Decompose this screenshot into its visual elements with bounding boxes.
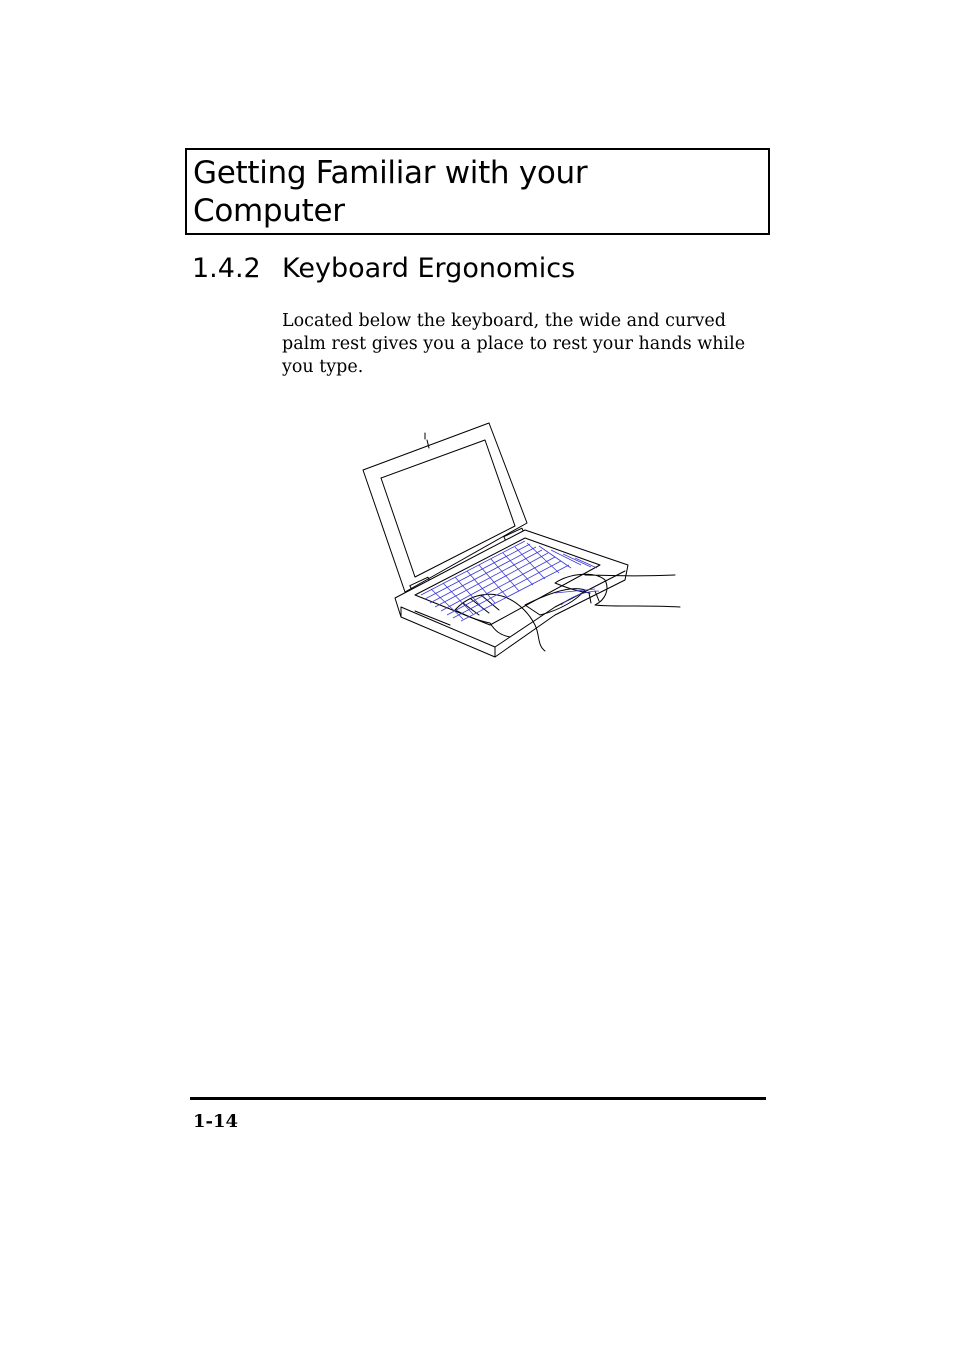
chapter-header-box bbox=[185, 148, 770, 235]
footer-rule bbox=[190, 1097, 766, 1100]
section-heading bbox=[192, 250, 575, 288]
section-number: 1.4.2 bbox=[192, 253, 261, 284]
section-title: Keyboard Ergonomics bbox=[282, 253, 576, 284]
body-paragraph: Located below the keyboard, the wide and curved palm rest gives you a place to rest your hands while you type. bbox=[282, 311, 746, 377]
notebook-typing-illustration bbox=[355, 415, 685, 665]
chapter-title: Getting Familiar with your Computer bbox=[193, 155, 588, 229]
page-number: 1-14 bbox=[193, 1111, 239, 1132]
